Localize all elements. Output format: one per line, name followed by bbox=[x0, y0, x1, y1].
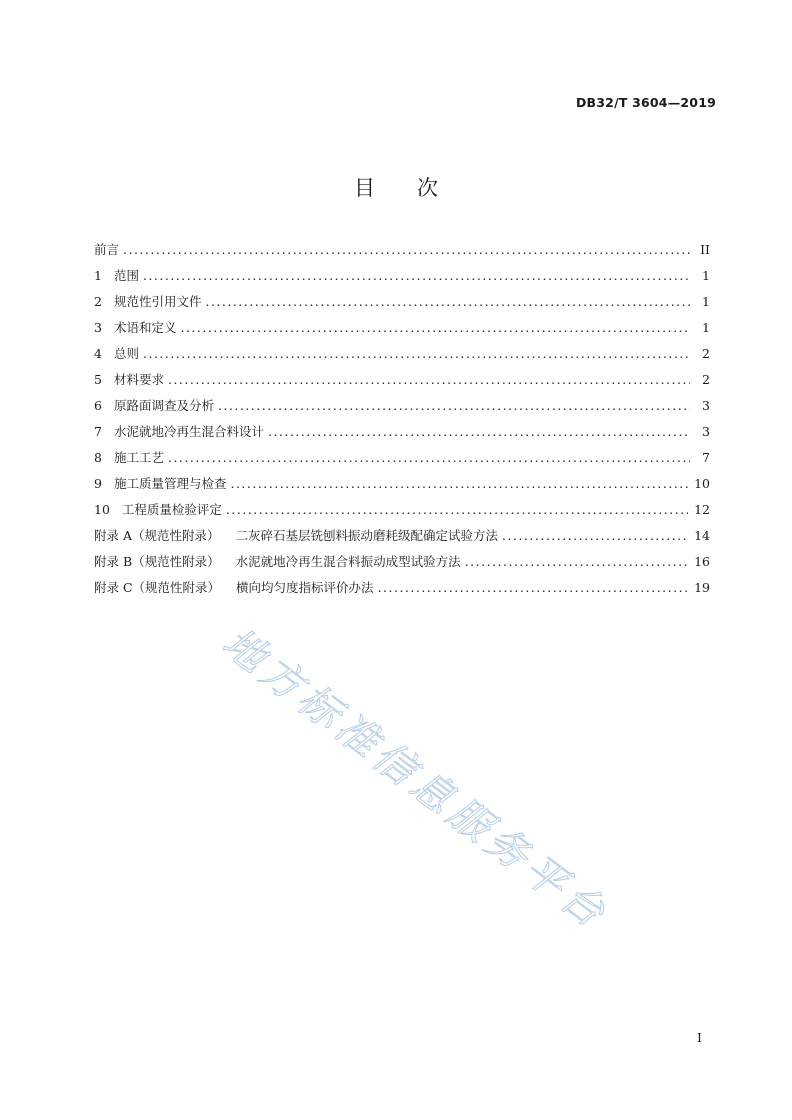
toc-entry-number: 3 bbox=[94, 320, 102, 335]
toc-entry-number: 2 bbox=[94, 294, 102, 309]
page-title: 目次 bbox=[354, 176, 480, 200]
toc-entry-page: 7 bbox=[702, 450, 710, 465]
toc-entry-appendix-tag: 附录 C（规范性附录） bbox=[94, 580, 221, 595]
toc-entry-normative-references[interactable] bbox=[94, 289, 710, 315]
toc-entry-page: 2 bbox=[702, 372, 710, 387]
dot-leader bbox=[205, 289, 690, 315]
toc-entry-page: 19 bbox=[694, 580, 710, 595]
toc-entry-number: 1 bbox=[94, 268, 102, 283]
toc-entry-number: 10 bbox=[94, 502, 110, 517]
dot-leader bbox=[465, 549, 688, 575]
dot-leader bbox=[143, 263, 690, 289]
toc-entry-number: 4 bbox=[94, 346, 102, 361]
toc-entry-appendix-tag: 附录 A（规范性附录） bbox=[94, 528, 220, 543]
toc-entry-page: 3 bbox=[702, 398, 710, 413]
toc-entry-label: 水泥就地冷再生混合料振动成型试验方法 bbox=[235, 554, 461, 569]
dot-leader bbox=[168, 367, 690, 393]
toc-entry-page: 1 bbox=[702, 320, 710, 335]
toc-entry-pavement-survey[interactable] bbox=[94, 393, 710, 419]
toc-entry-general[interactable] bbox=[94, 341, 710, 367]
toc-entry-number: 8 bbox=[94, 450, 102, 465]
toc-entry-label: 横向均匀度指标评价办法 bbox=[236, 580, 374, 595]
toc-entry-label: 施工工艺 bbox=[113, 450, 164, 465]
standard-code: DB32/T 3604—2019 bbox=[575, 95, 716, 110]
dot-leader bbox=[143, 341, 690, 367]
toc-entry-appendix-tag: 附录 B（规范性附录） bbox=[94, 554, 220, 569]
toc-entry-number: 9 bbox=[94, 476, 102, 491]
toc-entry-page: II bbox=[700, 242, 710, 257]
toc-entry-page: 10 bbox=[694, 476, 710, 491]
dot-leader bbox=[123, 237, 690, 263]
toc-entry-label: 前言 bbox=[94, 242, 120, 257]
toc-entry-label: 术语和定义 bbox=[113, 320, 177, 335]
toc-entry-page: 16 bbox=[694, 554, 710, 569]
dot-leader bbox=[378, 575, 689, 601]
toc-entry-terms-definitions[interactable] bbox=[94, 315, 710, 341]
toc-entry-page: 12 bbox=[694, 502, 710, 517]
toc-entry-page: 3 bbox=[702, 424, 710, 439]
toc-entry-label: 原路面调查及分析 bbox=[113, 398, 214, 413]
toc-entry-label: 范围 bbox=[113, 268, 139, 283]
toc-entry-mixture-design[interactable] bbox=[94, 419, 710, 445]
toc-entry-page: 14 bbox=[694, 528, 710, 543]
table-of-contents bbox=[94, 237, 710, 601]
dot-leader bbox=[268, 419, 690, 445]
dot-leader bbox=[218, 393, 690, 419]
toc-entry-label: 施工质量管理与检查 bbox=[113, 476, 227, 491]
toc-entry-label: 总则 bbox=[113, 346, 139, 361]
toc-entry-construction-process[interactable] bbox=[94, 445, 710, 471]
toc-entry-material-requirements[interactable] bbox=[94, 367, 710, 393]
toc-entry-quality-evaluation[interactable] bbox=[94, 497, 710, 523]
dot-leader bbox=[502, 523, 688, 549]
toc-entry-label: 工程质量检验评定 bbox=[121, 502, 222, 517]
dot-leader bbox=[180, 315, 690, 341]
toc-entry-label: 规范性引用文件 bbox=[113, 294, 202, 309]
dot-leader bbox=[230, 471, 688, 497]
toc-entry-label: 二灰碎石基层铣刨料振动磨耗级配确定试验方法 bbox=[235, 528, 499, 543]
toc-entry-page: 1 bbox=[702, 294, 710, 309]
toc-entry-appendix-a[interactable] bbox=[94, 523, 710, 549]
toc-entry-appendix-b[interactable] bbox=[94, 549, 710, 575]
page-number: I bbox=[697, 1030, 702, 1045]
toc-entry-page: 2 bbox=[702, 346, 710, 361]
dot-leader bbox=[226, 497, 688, 523]
toc-entry-foreword[interactable] bbox=[94, 237, 710, 263]
toc-entry-number: 7 bbox=[94, 424, 102, 439]
toc-entry-quality-management[interactable] bbox=[94, 471, 710, 497]
toc-entry-scope[interactable] bbox=[94, 263, 710, 289]
toc-entry-label: 水泥就地冷再生混合料设计 bbox=[113, 424, 264, 439]
toc-entry-label: 材料要求 bbox=[113, 372, 164, 387]
dot-leader bbox=[168, 445, 690, 471]
toc-entry-number: 6 bbox=[94, 398, 102, 413]
toc-entry-page: 1 bbox=[702, 268, 710, 283]
toc-entry-number: 5 bbox=[94, 372, 102, 387]
toc-entry-appendix-c[interactable] bbox=[94, 575, 710, 601]
watermark: 地方标准信息服务平台 bbox=[213, 618, 619, 940]
